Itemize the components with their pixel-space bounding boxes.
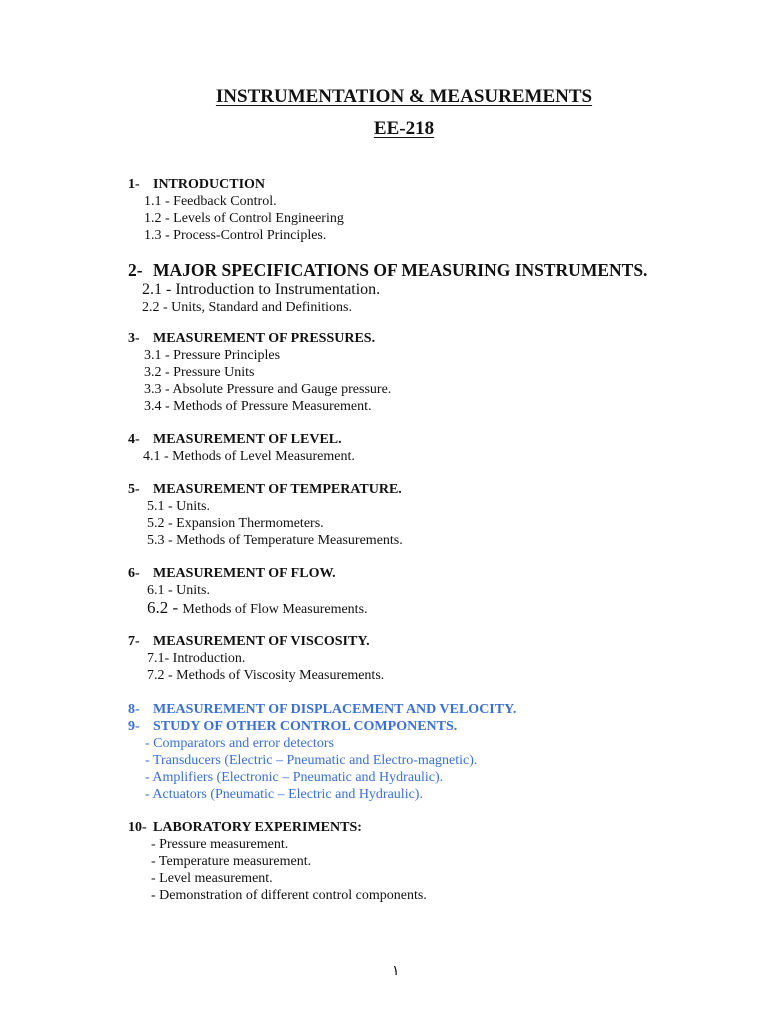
section-5: [128, 481, 748, 549]
list-item: 7.1- Introduction.: [147, 651, 246, 666]
section-8: [128, 701, 748, 718]
list-item: 5.2 - Expansion Thermometers.: [147, 516, 324, 531]
list-item: - Level measurement.: [151, 871, 273, 886]
list-item: 5.3 - Methods of Temperature Measurements.: [147, 533, 403, 548]
section-heading: 10- LABORATORY EXPERIMENTS:: [128, 820, 362, 835]
document-title: INSTRUMENTATION & MEASUREMENTS: [215, 86, 593, 107]
section-7: [128, 633, 748, 684]
list-item: - Demonstration of different control components.: [151, 888, 427, 903]
list-item: 7.2 - Methods of Viscosity Measurements.: [147, 668, 385, 683]
section-heading: 5- MEASUREMENT OF TEMPERATURE.: [128, 482, 402, 497]
section-1: [128, 176, 748, 244]
section-heading: 9- STUDY OF OTHER CONTROL COMPONENTS.: [128, 719, 458, 734]
section-heading: 3- MEASUREMENT OF PRESSURES.: [128, 331, 376, 346]
section-heading: 4- MEASUREMENT OF LEVEL.: [128, 432, 342, 447]
list-item: 1.2 - Levels of Control Engineering: [144, 211, 344, 226]
list-item: - Temperature measurement.: [151, 854, 312, 869]
section-heading: 7- MEASUREMENT OF VISCOSITY.: [128, 634, 370, 649]
list-item: - Comparators and error detectors: [145, 736, 334, 751]
section-heading: 6- MEASUREMENT OF FLOW.: [128, 566, 336, 581]
list-item: 1.3 - Process-Control Principles.: [144, 228, 327, 243]
list-item: 4.1 - Methods of Level Measurement.: [143, 449, 355, 464]
page-number: ١: [392, 963, 400, 979]
course-code: EE-218: [373, 118, 435, 139]
list-item: - Amplifiers (Electronic – Pneumatic and Hydraulic).: [145, 770, 444, 785]
section-4: [128, 431, 748, 465]
section-9: [128, 718, 748, 803]
list-item: 5.1 - Units.: [147, 499, 210, 514]
section-3: [128, 330, 748, 415]
list-item: 2.1 - Introduction to Instrumentation.: [142, 281, 381, 298]
section-6: [128, 565, 748, 618]
list-item: 3.1 - Pressure Principles: [144, 348, 281, 363]
list-item: - Pressure measurement.: [151, 837, 289, 852]
list-item: 3.4 - Methods of Pressure Measurement.: [144, 399, 372, 414]
section-10: [128, 819, 748, 904]
list-item: 3.2 - Pressure Units: [144, 365, 255, 380]
list-item: - Transducers (Electric – Pneumatic and Electro-magnetic).: [145, 753, 478, 768]
section-heading: 2- MAJOR SPECIFICATIONS OF MEASURING INSTRUMENTS.: [128, 260, 648, 280]
list-item: - Actuators (Pneumatic – Electric and Hydraulic).: [145, 787, 423, 802]
section-heading: 1- INTRODUCTION: [128, 177, 266, 192]
list-item: 2.2 - Units, Standard and Definitions.: [142, 300, 352, 315]
list-item: 3.3 - Absolute Pressure and Gauge pressure.: [144, 382, 392, 397]
list-item: 1.1 - Feedback Control.: [144, 194, 277, 209]
list-item: 6.2 - Methods of Flow Measurements.: [147, 598, 368, 617]
list-item: 6.1 - Units.: [147, 583, 210, 598]
section-2: [128, 260, 748, 316]
section-heading: 8- MEASUREMENT OF DISPLACEMENT AND VELOCITY.: [128, 702, 517, 717]
